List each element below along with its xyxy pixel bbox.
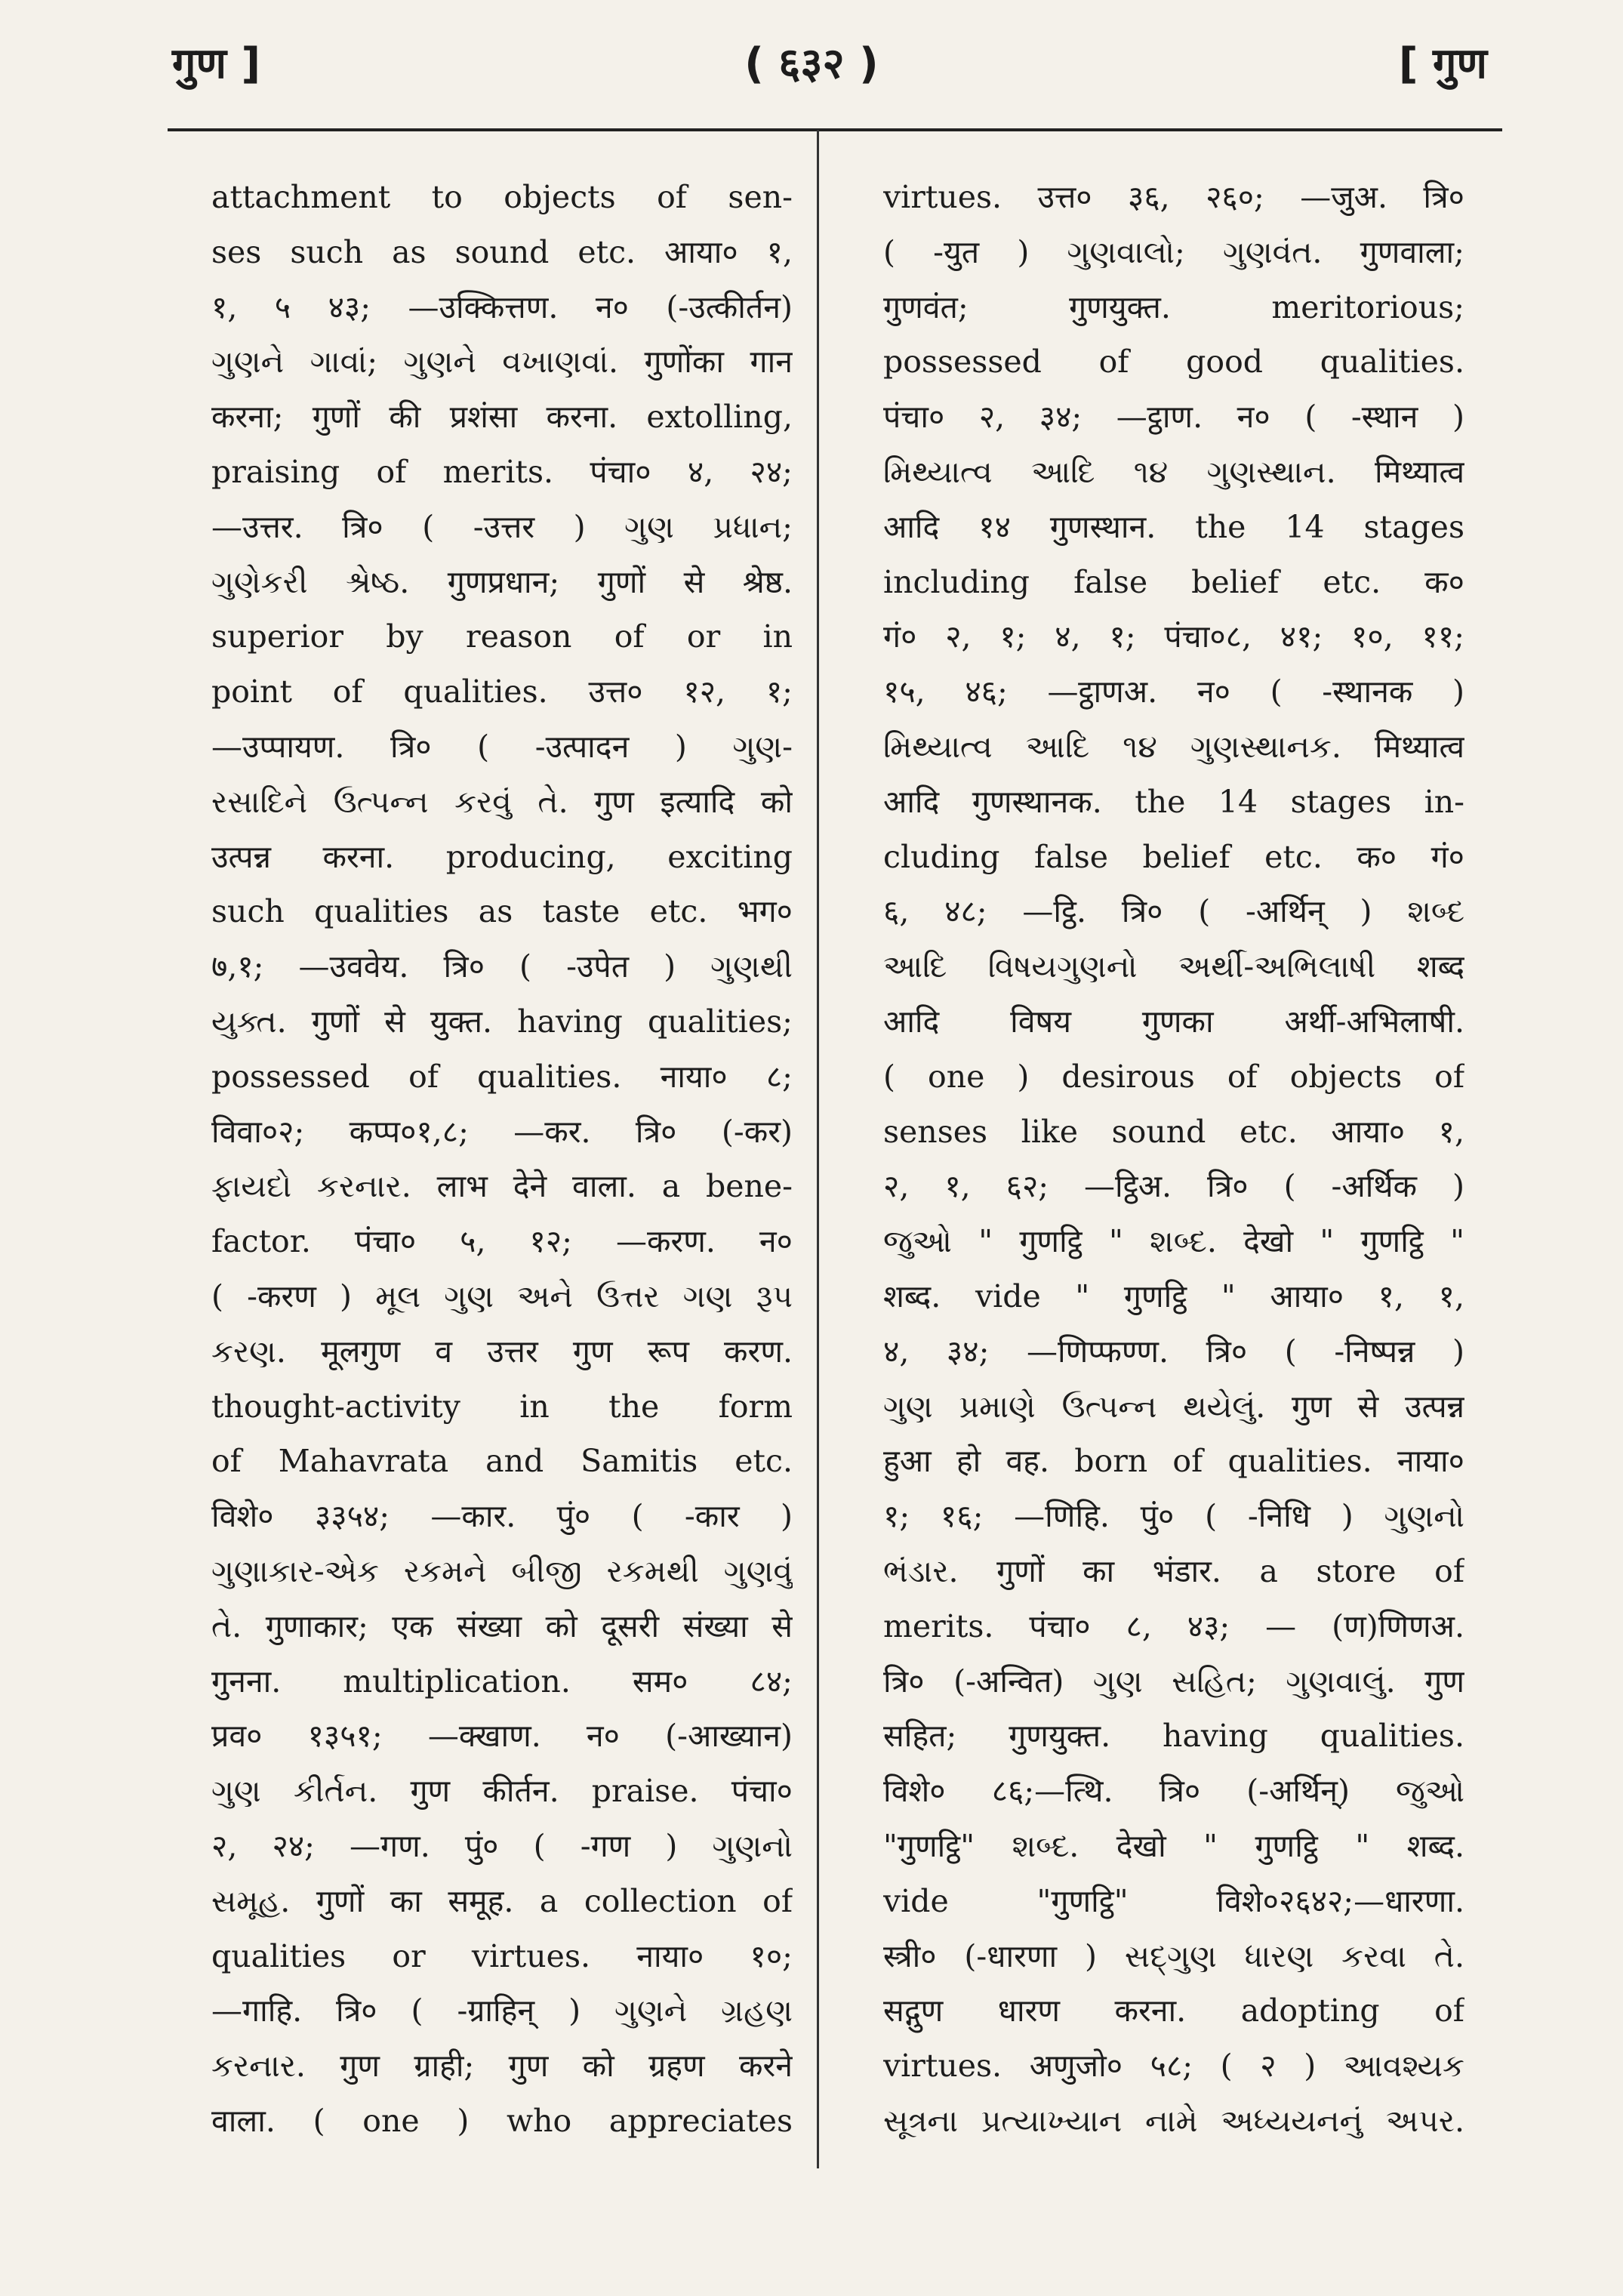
entry-line: including false belief etc. क०	[883, 563, 1464, 600]
entry-line: praising of merits. पंचा० ४, २४;	[211, 453, 793, 490]
entry-line: करना; गुणों की प्रशंसा करना. extolling,	[211, 399, 793, 436]
entry-line: ગુણેકરી શ્રેષ્ઠ. गुणप्रधान; गुणों से श्रेष्ठ.	[211, 563, 793, 600]
entry-line: qualities or virtues. नाया० १०;	[211, 1937, 793, 1974]
entry-line: ( one ) desirous of objects of	[883, 1058, 1464, 1095]
entry-line: ( -युत ) ગુણવાલો; ગુણવંત. गुणवाला;	[883, 233, 1464, 270]
entry-line: જુઓ " गुणट्ठि " શબ્દ. देखो " गुणट्ठि "	[883, 1223, 1464, 1260]
header-right-headword: [ गुण	[1398, 39, 1487, 88]
entry-line: विशे० ८६;—त्थि. त्रि० (-अर्थिन्) જુઓ	[883, 1773, 1464, 1810]
entry-line: આદિ વિષયગુણનો અર્થી-અભિલાષી शब्द	[883, 948, 1464, 985]
entry-line: ४, ३४; —णिप्फण्ण. त्रि० ( -निष्पन्न )	[883, 1333, 1464, 1370]
entry-line: —उप्पायण. त्रि० ( -उत्पादन ) ગુણ-	[211, 728, 793, 765]
entry-line: attachment to objects of sen-	[211, 179, 793, 215]
page-number: ( ६३२ )	[744, 39, 879, 88]
entry-line: of Mahavrata and Samitis etc.	[211, 1443, 793, 1480]
entry-line: —गाहि. त्रि० ( -ग्राहिन् ) ગુણને ગ્રહણ	[211, 1992, 793, 2029]
entry-line: त्रि० (-अन्वित) ગુણ સહિત; ગુણવાલું. गुण	[883, 1663, 1464, 1700]
entry-line: possessed of qualities. नाया० ८;	[211, 1058, 793, 1095]
entry-line: स्त्री० (-धारणा ) સદ્ગુણ ધારણ કરવા તે.	[883, 1937, 1464, 1974]
entry-line: મિથ્યાત્વ આદિ ૧૪ ગુણસ્થાનક. मिथ्यात्व	[883, 728, 1464, 765]
entry-line: १, ५ ४३; —उक्कित्तण. न० (-उत्कीर्तन)	[211, 288, 793, 325]
entry-line: हुआ हो वह. born of qualities. नाया०	[883, 1443, 1464, 1480]
entry-line: ( -करण ) મૂલ ગુણ અને ઉત્તર ગણ રૂપ	[211, 1277, 793, 1314]
entry-line: २, २४; —गण. पुं० ( -गण ) ગુણનો	[211, 1827, 793, 1864]
entry-line: ७,१; —उववेय. त्रि० ( -उपेत ) ગુણથી	[211, 948, 793, 985]
entry-line: factor. पंचा० ५, १२; —करण. न०	[211, 1223, 793, 1260]
entry-line: ગુણ પ્રમાણે ઉત્પન્ન થયેલું. गुण से उत्पन्न	[883, 1388, 1464, 1425]
entry-line: ફાયદો કરનાર. लाभ देने वाला. a bene-	[211, 1168, 793, 1205]
entry-line: મિથ્યાત્વ આદિ ૧૪ ગુણસ્થાન. मिथ्यात्व	[883, 453, 1464, 490]
entry-line: સૂત્રના પ્રત્યાખ્યાન નામે અધ્યયનનું અપર.	[883, 2102, 1464, 2139]
entry-line: યુક્ત. गुणों से युक्त. having qualities;	[211, 1003, 793, 1040]
entry-line: virtues. अणुजो० ५८; ( २ ) આવશ્યક	[883, 2048, 1464, 2085]
entry-line: विवा०२; कप्प०१,८; —कर. त्रि० (-कर)	[211, 1113, 793, 1150]
entry-line: such qualities as taste etc. भग०	[211, 893, 793, 930]
entry-line: —उत्तर. त्रि० ( -उत्तर ) ગુણ પ્રધાન;	[211, 508, 793, 545]
left-column	[211, 170, 793, 2208]
entry-line: आदि गुणस्थानक. the 14 stages in-	[883, 783, 1464, 820]
entry-line: કરનાર. गुण ग्राही; गुण को ग्रहण करने	[211, 2048, 793, 2085]
entry-line: ६, ४८; —ट्ठि. त्रि० ( -अर्थिन् ) શબ્દ	[883, 893, 1464, 930]
entry-line: १५, ४६; —ट्ठाणअ. न० ( -स्थानक )	[883, 673, 1464, 710]
entry-line: आदि विषय गुणका अर्थी-अभिलाषी.	[883, 1003, 1464, 1040]
entry-line: superior by reason of or in	[211, 618, 793, 655]
entry-line: thought-activity in the form	[211, 1388, 793, 1425]
entry-line: १; १६; —णिहि. पुं० ( -निधि ) ગુણનો	[883, 1498, 1464, 1535]
entry-line: प्रव० १३५१; —क्खाण. न० (-आख्यान)	[211, 1718, 793, 1755]
entry-line: उत्पन्न करना. producing, exciting	[211, 838, 793, 875]
entry-line: તે. गुणाकार; एक संख्या को दूसरी संख्या से	[211, 1607, 793, 1644]
entry-line: point of qualities. उत्त० १२, १;	[211, 673, 793, 710]
entry-line: ભંડાર. गुणों का भंडार. a store of	[883, 1552, 1464, 1589]
entry-line: विशे० ३३५४; —कार. पुं० ( -कार )	[211, 1498, 793, 1535]
header-left-headword: गुण ]	[172, 39, 261, 88]
entry-line: virtues. उत्त० ३६, २६०; —जुअ. त्रि०	[883, 179, 1464, 215]
entry-line: senses like sound etc. आया० १,	[883, 1113, 1464, 1150]
entry-line: possessed of good qualities.	[883, 344, 1464, 381]
entry-line: સમૂહ. गुणों का समूह. a collection of	[211, 1882, 793, 1919]
entry-line: કરણ. मूलगुण व उत्तर गुण रूप करण.	[211, 1333, 793, 1370]
entry-line: शब्द. vide " गुणट्ठि " आया० १, १,	[883, 1277, 1464, 1314]
entry-line: २, १, ६२; —ट्ठिअ. त्रि० ( -अर्थिक )	[883, 1168, 1464, 1205]
entry-line: पंचा० २, ३४; —ट्ठाण. न० ( -स्थान )	[883, 399, 1464, 436]
entry-line: રસાદિને ઉત્પન્ન કરવું તે. गुण इत्यादि को	[211, 783, 793, 820]
entry-line: ગુણને ગાવાં; ગુણને વખાણવાં. गुणोंका गान	[211, 344, 793, 381]
entry-line: वाला. ( one ) who appreciates	[211, 2102, 793, 2139]
entry-line: आदि १४ गुणस्थान. the 14 stages	[883, 508, 1464, 545]
entry-line: ગુણાકાર-એક રકમને બીજી રકમથી ગુણવું	[211, 1552, 793, 1589]
entry-line: सद्गुण धारण करना. adopting of	[883, 1992, 1464, 2029]
entry-line: गं० २, १; ४, १; पंचा०८, ४१; १०, ११;	[883, 618, 1464, 655]
entry-line: गुनना. multiplication. सम० ८४;	[211, 1663, 793, 1700]
entry-line: vide "गुणट्ठि" विशे०२६४२;—धारणा.	[883, 1882, 1464, 1919]
entry-line: "गुणट्ठि" શબ્દ. देखो " गुणट्ठि " शब्द.	[883, 1827, 1464, 1864]
column-divider	[817, 130, 819, 2168]
entry-line: सहित; गुणयुक्त. having qualities.	[883, 1718, 1464, 1755]
entry-line: merits. पंचा० ८, ४३; — (ण)णिणअ.	[883, 1607, 1464, 1644]
entry-line: गुणवंत; गुणयुक्त. meritorious;	[883, 288, 1464, 325]
right-column	[883, 170, 1464, 2208]
entry-line: ગુણ કીર્તન. गुण कीर्तन. praise. पंचा०	[211, 1773, 793, 1810]
entry-line: ses such as sound etc. आया० १,	[211, 233, 793, 270]
header-rule	[168, 128, 1502, 131]
entry-line: cluding false belief etc. क० गं०	[883, 838, 1464, 875]
